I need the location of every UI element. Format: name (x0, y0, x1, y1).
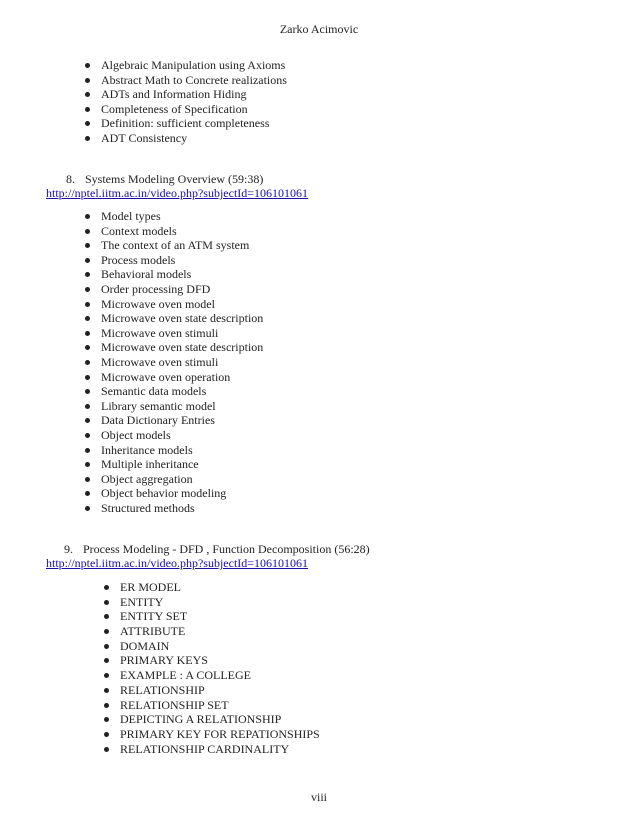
list-item-text: DEPICTING A RELATIONSHIP (120, 712, 282, 727)
list-item (120, 595, 320, 610)
list-item-text: Microwave oven stimuli (101, 325, 219, 340)
list-item (101, 370, 263, 385)
bullet-icon (85, 477, 90, 482)
list-item-text: Microwave oven state description (101, 340, 264, 355)
bullet-icon (104, 747, 109, 752)
list-item (101, 428, 263, 443)
list-item (101, 384, 263, 399)
bullet-icon (85, 506, 90, 511)
list-item-text: ADTs and Information Hiding (101, 87, 247, 102)
list-item-text: Definition: sufficient completeness (101, 116, 270, 131)
list-item (101, 297, 263, 312)
section-9-title (64, 542, 370, 557)
list-item-text: Completeness of Specification (101, 101, 248, 116)
list-item-text: ENTITY (120, 594, 164, 609)
page-header-author: Zarko Acimovic (279, 22, 359, 36)
bullet-icon (85, 331, 90, 336)
bullet-icon (104, 644, 109, 649)
bullet-icon (85, 287, 90, 292)
list-item-text: Process models (101, 252, 176, 267)
list-item (120, 624, 320, 639)
list-item (120, 668, 320, 683)
list-item (120, 742, 320, 757)
list-item-text: EXAMPLE : A COLLEGE (120, 668, 251, 683)
section-9-number: 9. (64, 542, 73, 556)
bullet-icon (104, 703, 109, 708)
list-item (101, 73, 287, 88)
bullet-icon (104, 732, 109, 737)
list-item-text: Object behavior modeling (101, 486, 227, 501)
bullet-icon (85, 258, 90, 263)
list-item (101, 501, 263, 516)
list-item (101, 267, 263, 282)
bullet-icon (104, 585, 109, 590)
list-item (101, 486, 263, 501)
list-item (101, 340, 263, 355)
list-item-text: Behavioral models (101, 267, 192, 282)
list-item (120, 639, 320, 654)
topic-list-top (101, 58, 287, 146)
list-item-text: Algebraic Manipulation using Axioms (101, 58, 286, 72)
list-item-text: The context of an ATM system (101, 238, 250, 253)
list-item (101, 311, 263, 326)
bullet-icon (85, 433, 90, 438)
bullet-icon (104, 717, 109, 722)
list-item-text: Microwave oven stimuli (101, 354, 219, 369)
list-item (101, 58, 287, 73)
list-item-text: ENTITY SET (120, 609, 188, 624)
list-item-text: DOMAIN (120, 638, 170, 653)
list-item-text: Data Dictionary Entries (101, 413, 215, 428)
bullet-icon (85, 316, 90, 321)
list-item-text: ATTRIBUTE (120, 624, 186, 639)
section-8-number: 8. (66, 172, 75, 186)
bullet-icon (104, 673, 109, 678)
page-number: viii (310, 790, 327, 804)
list-item-text: ADT Consistency (101, 130, 188, 145)
list-item-text: ER MODEL (120, 580, 181, 594)
bullet-icon (85, 302, 90, 307)
list-item-text: Order processing DFD (101, 281, 211, 296)
bullet-icon (104, 600, 109, 605)
list-item-text: Structured methods (101, 500, 195, 515)
list-item-text: Microwave oven state description (101, 311, 264, 326)
list-item (120, 609, 320, 624)
list-item-text: Abstract Math to Concrete realizations (101, 72, 287, 87)
section-8-link[interactable]: http://nptel.iitm.ac.in/video.php?subjectId=106101061 (46, 186, 309, 200)
list-item (101, 443, 263, 458)
list-item (101, 102, 287, 117)
bullet-icon (104, 629, 109, 634)
list-item (120, 698, 320, 713)
list-item-text: PRIMARY KEYS (120, 653, 208, 668)
bullet-icon (85, 136, 90, 141)
bullet-icon (85, 243, 90, 248)
bullet-icon (85, 63, 90, 68)
section-9-link[interactable]: http://nptel.iitm.ac.in/video.php?subjectId=106101061 (46, 556, 309, 570)
list-item (101, 355, 263, 370)
list-item-text: Object aggregation (101, 471, 193, 486)
list-item-text: Microwave oven operation (101, 369, 231, 384)
list-item (101, 131, 287, 146)
bullet-icon (85, 360, 90, 365)
list-item (101, 87, 287, 102)
list-item (101, 224, 263, 239)
bullet-icon (85, 404, 90, 409)
list-item (101, 457, 263, 472)
list-item (120, 653, 320, 668)
list-item (101, 413, 263, 428)
bullet-icon (104, 614, 109, 619)
section-9-topic-list (120, 580, 320, 756)
list-item-text: Microwave oven model (101, 296, 215, 311)
list-item (101, 282, 263, 297)
section-8-title-text: Systems Modeling Overview (59:38) (85, 172, 264, 186)
bullet-icon (85, 272, 90, 277)
list-item (120, 712, 320, 727)
list-item (120, 683, 320, 698)
bullet-icon (85, 107, 90, 112)
list-item-text: RELATIONSHIP (120, 682, 205, 697)
list-item-text: RELATIONSHIP SET (120, 697, 229, 712)
bullet-icon (85, 375, 90, 380)
list-item (101, 209, 263, 224)
section-8-title (66, 172, 263, 187)
list-item-text: Model types (101, 209, 161, 223)
bullet-icon (104, 658, 109, 663)
bullet-icon (85, 345, 90, 350)
list-item-text: Object models (101, 427, 171, 442)
list-item-text: PRIMARY KEY FOR REPATIONSHIPS (120, 726, 320, 741)
list-item-text: Inheritance models (101, 442, 193, 457)
bullet-icon (85, 418, 90, 423)
bullet-icon (85, 78, 90, 83)
bullet-icon (85, 214, 90, 219)
list-item (101, 472, 263, 487)
bullet-icon (85, 462, 90, 467)
list-item (120, 727, 320, 742)
list-item (101, 116, 287, 131)
list-item (101, 326, 263, 341)
bullet-icon (85, 491, 90, 496)
bullet-icon (85, 389, 90, 394)
bullet-icon (85, 448, 90, 453)
bullet-icon (85, 92, 90, 97)
list-item (101, 238, 263, 253)
bullet-icon (104, 688, 109, 693)
list-item-text: Context models (101, 223, 177, 238)
bullet-icon (85, 229, 90, 234)
list-item (101, 399, 263, 414)
list-item-text: Multiple inheritance (101, 457, 199, 472)
section-9-title-text: Process Modeling - DFD , Function Decomposition (56:28) (83, 542, 370, 556)
list-item-text: Library semantic model (101, 398, 216, 413)
section-8-topic-list (101, 209, 263, 515)
list-item (101, 253, 263, 268)
list-item-text: Semantic data models (101, 384, 207, 399)
list-item-text: RELATIONSHIP CARDINALITY (120, 741, 290, 756)
bullet-icon (85, 121, 90, 126)
list-item (120, 580, 320, 595)
